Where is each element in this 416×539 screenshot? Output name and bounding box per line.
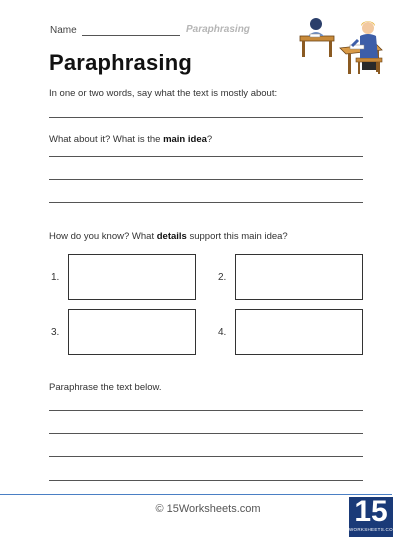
- question-topic: In one or two words, say what the text is mostly about:: [49, 88, 278, 99]
- detail-number-1: 1.: [51, 272, 60, 283]
- logo-text: WORKSHEETS.COM: [349, 527, 397, 532]
- answer-line-main-idea-3[interactable]: [49, 202, 363, 203]
- header-subtitle: Paraphrasing: [186, 24, 250, 35]
- footer-divider: [0, 494, 392, 495]
- footer-copyright: © 15Worksheets.com: [155, 503, 261, 515]
- detail-box-2[interactable]: [235, 254, 363, 300]
- detail-box-1[interactable]: [68, 254, 196, 300]
- page-title: Paraphrasing: [49, 50, 193, 75]
- answer-line-main-idea-2[interactable]: [49, 179, 363, 180]
- logo-number: 15: [354, 495, 388, 528]
- detail-number-2: 2.: [218, 272, 227, 283]
- question-paraphrase: Paraphrase the text below.: [49, 382, 162, 393]
- question-details: How do you know? What details support this main idea?: [49, 231, 288, 242]
- paraphrase-line-3[interactable]: [49, 456, 363, 457]
- paraphrase-line-1[interactable]: [49, 410, 363, 411]
- question-main-idea: What about it? What is the main idea?: [49, 134, 213, 145]
- paraphrase-line-2[interactable]: [49, 433, 363, 434]
- paraphrase-line-4[interactable]: [49, 480, 363, 481]
- worksheets-logo: [349, 495, 397, 537]
- detail-box-3[interactable]: [68, 309, 196, 355]
- detail-number-4: 4.: [218, 327, 227, 338]
- detail-box-4[interactable]: [235, 309, 363, 355]
- students-writing-illustration: [296, 14, 388, 76]
- detail-number-3: 3.: [51, 327, 60, 338]
- name-write-line[interactable]: [82, 35, 180, 36]
- answer-line-main-idea-1[interactable]: [49, 156, 363, 157]
- name-label: Name: [50, 25, 77, 36]
- answer-line-topic[interactable]: [49, 117, 363, 118]
